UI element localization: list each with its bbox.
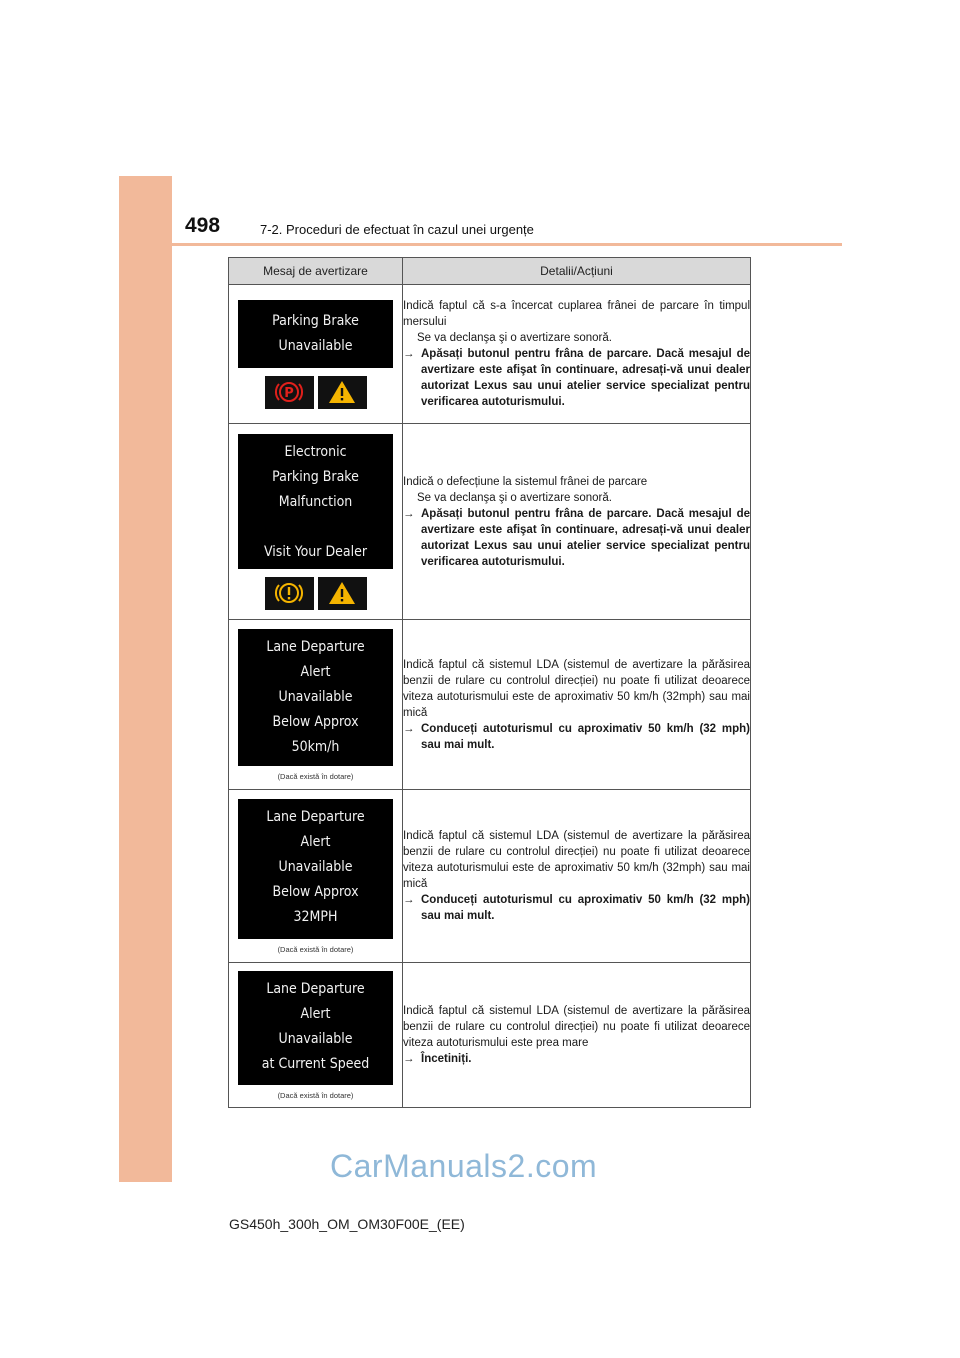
screen-line: Unavailable xyxy=(278,1030,353,1047)
screen-line: at Current Speed xyxy=(261,1055,370,1072)
details-cell xyxy=(403,790,751,963)
screen-line: Parking Brake xyxy=(272,468,359,485)
buzzer-note: Se va declanşa şi o avertizare sonoră. xyxy=(417,332,612,344)
column-header-details: Detalii/Acțiuni xyxy=(403,258,751,285)
description-text: Indică faptul că sistemul LDA (sistemul de avertizare la părăsirea benzii de rulare cu controlul direcției) nu poate fi utilizat deoarece viteza autoturismului este de aproximativ 50 km/h (32mph) sau mai mică xyxy=(403,830,750,890)
screen-line: Lane Departure xyxy=(266,808,365,825)
warning-triangle-icon xyxy=(318,577,367,610)
screen-line: Unavailable xyxy=(278,858,353,875)
display-screen-parking-brake-unavailable xyxy=(238,300,393,368)
screen-line: 32MPH xyxy=(293,908,338,925)
table-row xyxy=(229,963,751,1108)
screen-line: 50km/h xyxy=(291,738,340,755)
watermark: CarManuals2.com xyxy=(330,1148,598,1184)
details-cell xyxy=(403,963,751,1108)
description-text: Indică faptul că sistemul LDA (sistemul de avertizare la părăsirea benzii de rulare cu controlul direcției) nu poate fi utilizat deoarece viteza autoturismului este de aproximativ 50 km/h (32mph) sau mai mică xyxy=(403,658,750,719)
action-text: → Conduceți autoturismul cu aproximativ 50 km/h (32 mph) sau mai mult. xyxy=(403,894,750,922)
equipment-note: (Dacă există în dotare) xyxy=(277,944,354,954)
action-text: → Conduceți autoturismul cu aproximativ 50 km/h (32 mph) sau mai mult. xyxy=(403,722,750,751)
screen-line: Alert xyxy=(300,663,331,680)
screen-line: Parking Brake xyxy=(272,312,359,329)
screen-line: Below Approx xyxy=(272,883,359,900)
display-screen-lda-unavailable-current-speed xyxy=(238,971,393,1085)
message-cell xyxy=(229,424,403,620)
screen-line: Lane Departure xyxy=(266,638,365,655)
side-color-band xyxy=(119,176,172,1182)
document-code: GS450h_300h_OM_OM30F00E_(EE) xyxy=(229,1216,465,1232)
header-divider xyxy=(172,243,842,246)
action-text: → Apăsați butonul pentru frâna de parcare. Dacă mesajul de avertizare este afişat în continuare, adresați-vă unui dealer autorizat Lexus sau unui atelier service specializat pentru verificarea autoturismului. xyxy=(403,507,750,568)
screen-line: Alert xyxy=(300,833,331,850)
description-text: Indică faptul că s-a încercat cuplarea frânei de parcare în timpul mersului xyxy=(403,300,750,328)
display-screen-electronic-parking-brake-malfunction xyxy=(238,434,393,569)
screen-line: Unavailable xyxy=(278,688,353,705)
parking-brake-icon xyxy=(265,376,314,409)
action-text: → Încetiniți. xyxy=(403,1053,472,1065)
screen-line: Lane Departure xyxy=(266,980,365,997)
section-title: 7-2. Proceduri de efectuat în cazul unei urgențe xyxy=(260,222,534,237)
equipment-note: (Dacă există în dotare) xyxy=(277,771,354,781)
indicator-icons xyxy=(229,376,402,409)
buzzer-note: Se va declanşa şi o avertizare sonoră. xyxy=(417,491,612,504)
action-text: → Apăsați butonul pentru frâna de parcare. Dacă mesajul de avertizare este afişat în continuare, adresați-vă unui dealer autorizat Lexus sau unui atelier service specializat pentru verificarea autoturismului. xyxy=(403,348,750,408)
table-row xyxy=(229,285,751,424)
table-row xyxy=(229,790,751,963)
svg-text:P: P xyxy=(284,386,294,401)
indicator-icons xyxy=(229,577,402,610)
column-header-message: Mesaj de avertizare xyxy=(229,258,403,285)
details-cell xyxy=(403,285,751,424)
screen-line: Malfunction xyxy=(278,493,353,510)
warning-triangle-icon xyxy=(318,376,367,409)
message-cell xyxy=(229,963,403,1108)
display-screen-lda-unavailable-32mph xyxy=(238,799,393,939)
table-row xyxy=(229,620,751,790)
screen-line xyxy=(238,515,393,540)
description-text: Indică o defecțiune la sistemul frânei de parcare xyxy=(403,475,648,488)
screen-line: Electronic xyxy=(284,443,347,460)
brake-system-icon xyxy=(265,577,314,610)
screen-line: Alert xyxy=(300,1005,331,1022)
page-number: 498 xyxy=(185,214,221,237)
display-screen-lda-unavailable-50kmh xyxy=(238,629,393,766)
message-cell xyxy=(229,285,403,424)
warning-messages-table xyxy=(228,257,751,1108)
screen-line: Unavailable xyxy=(278,337,353,354)
message-cell xyxy=(229,790,403,963)
screen-line: Visit Your Dealer xyxy=(263,543,368,560)
details-cell xyxy=(403,424,751,620)
description-text: Indică faptul că sistemul LDA (sistemul de avertizare la părăsirea benzii de rulare cu controlul direcției) nu poate fi utilizat deoarece viteza autoturismului este prea mare xyxy=(403,1005,750,1049)
message-cell xyxy=(229,620,403,790)
table-row xyxy=(229,424,751,620)
equipment-note: (Dacă există în dotare) xyxy=(277,1090,354,1100)
screen-line: Below Approx xyxy=(272,713,359,730)
details-cell xyxy=(403,620,751,790)
